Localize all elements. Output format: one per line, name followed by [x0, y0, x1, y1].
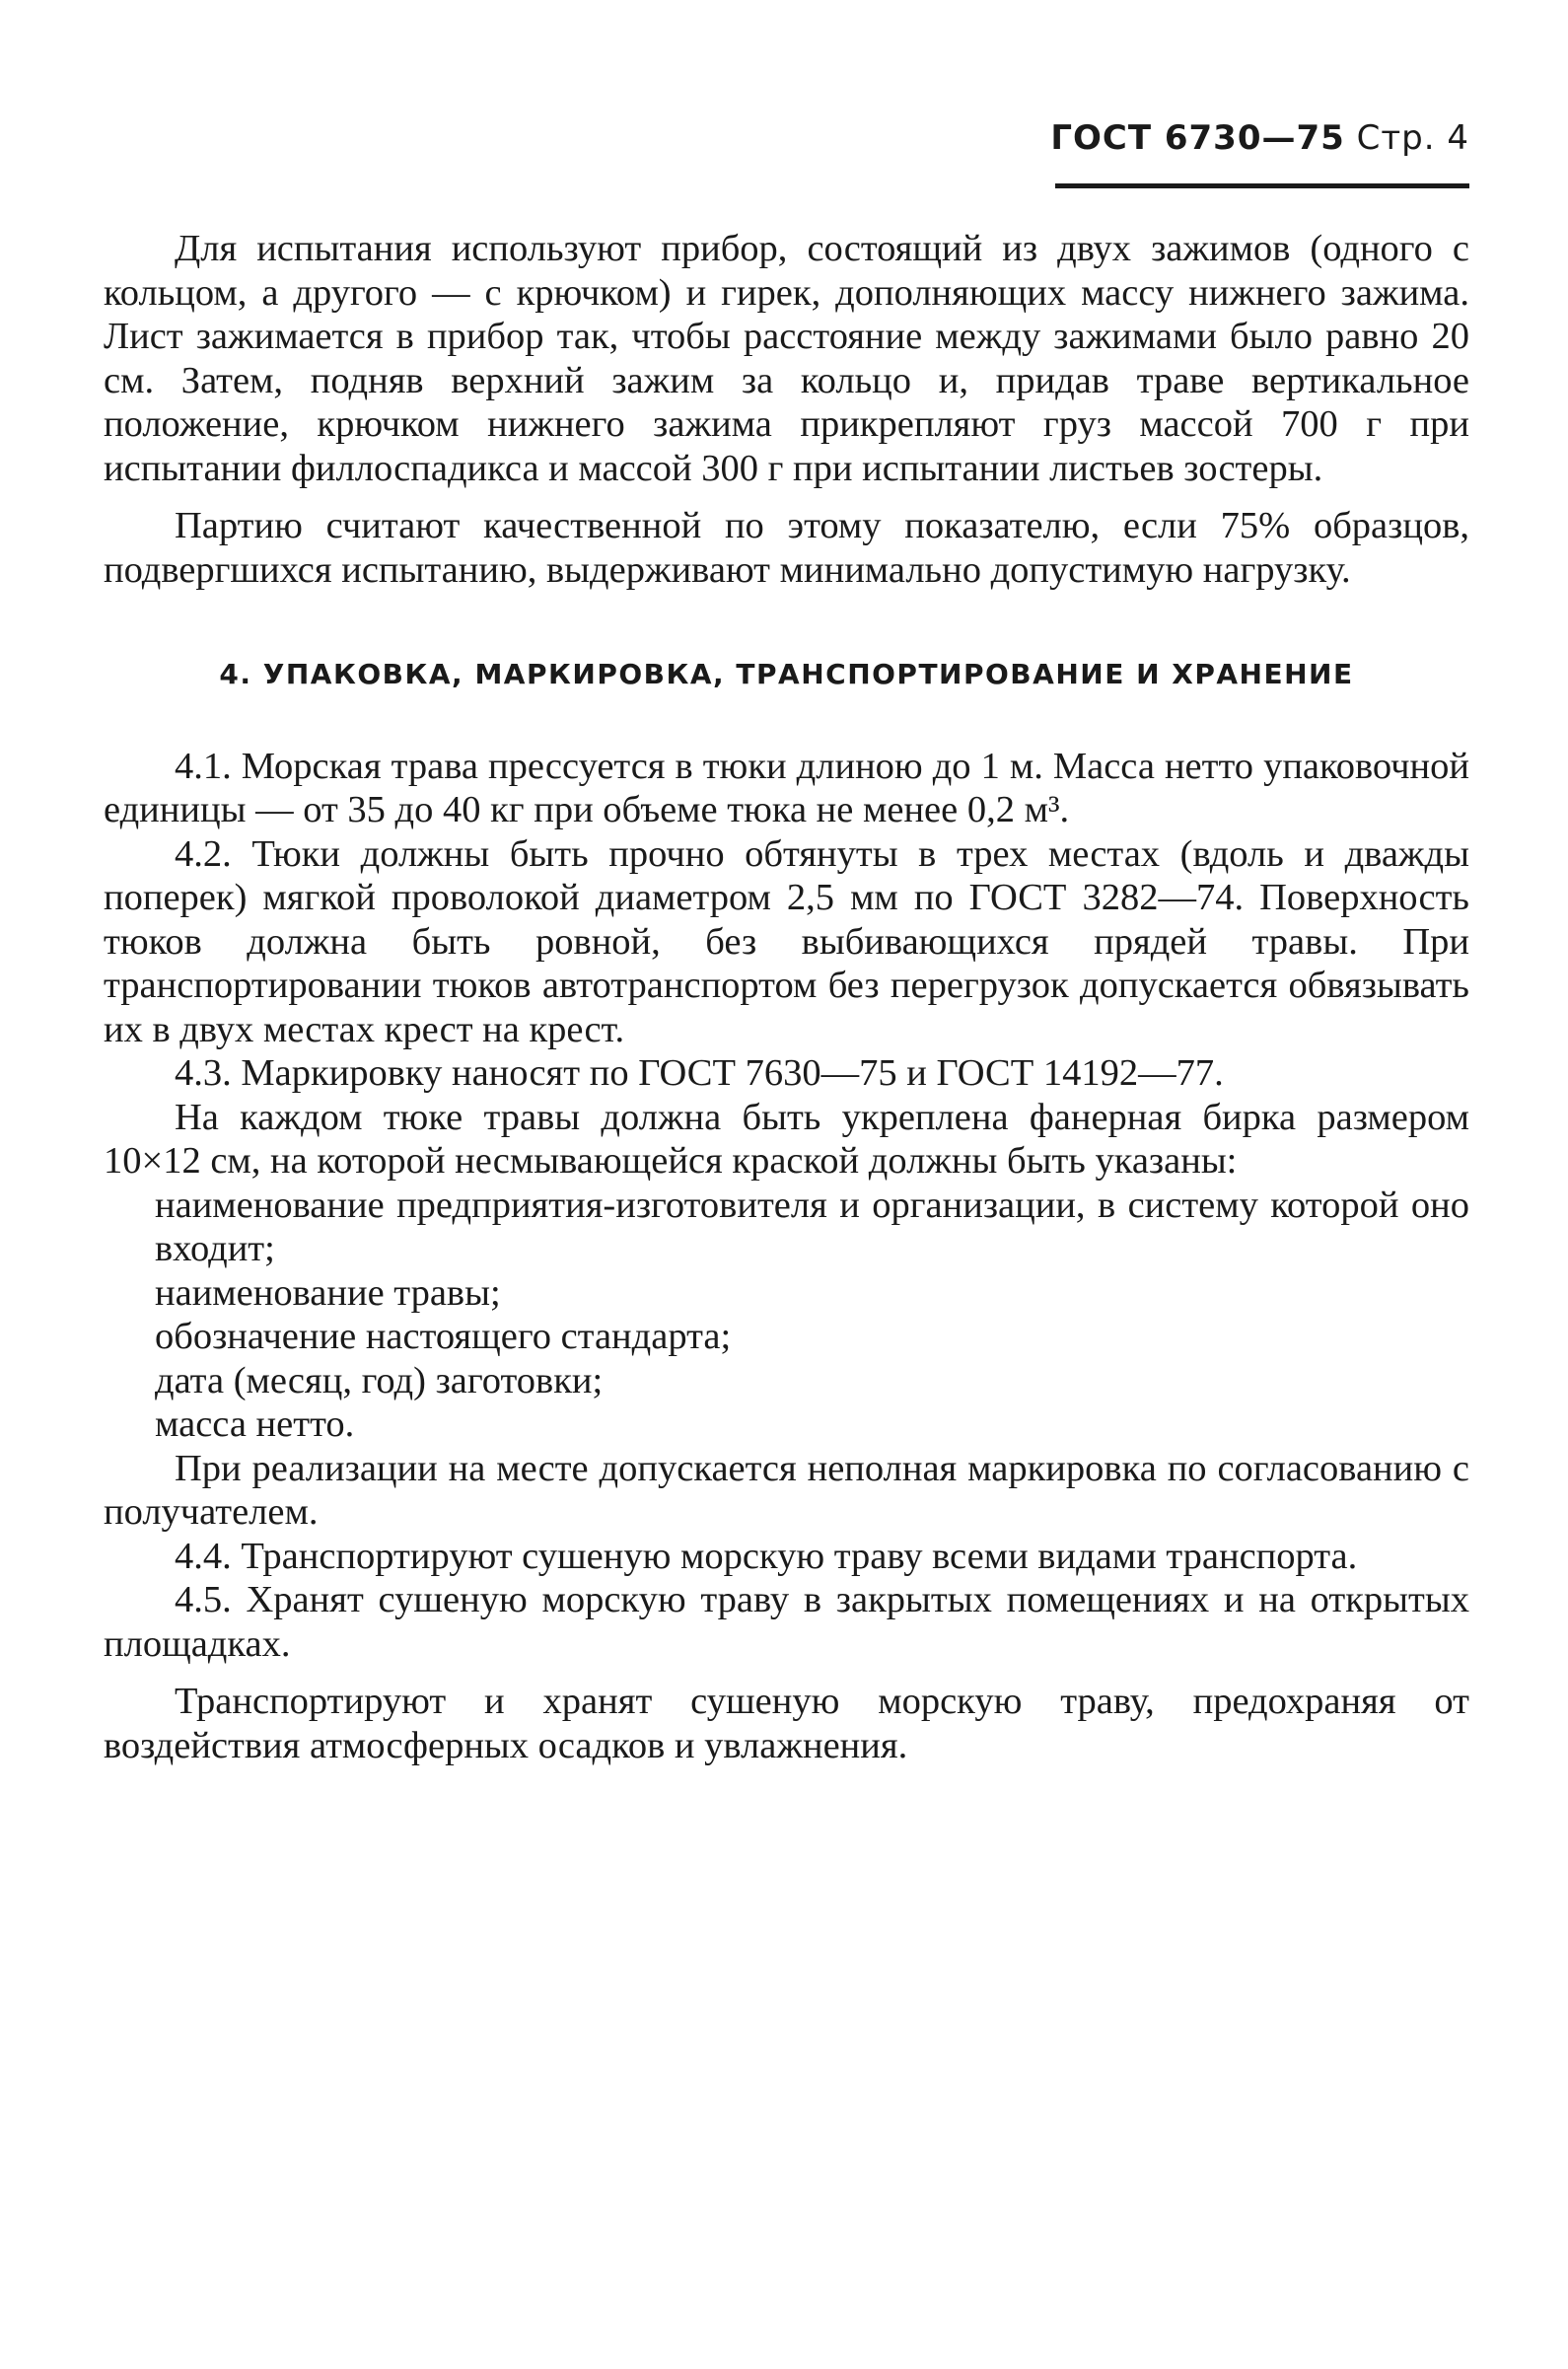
- clause-4-1: 4.1. Морская трава прессуется в тюки длиною до 1 м. Масса нетто упаковочной единицы — от 35 до 40 кг при объеме тюка не менее 0,2 м³.: [104, 745, 1469, 830]
- clause-4-5: 4.5. Хранят сушеную морскую траву в закрытых помещениях и на открытых площадках.: [104, 1579, 1469, 1665]
- clause-4-2: 4.2. Тюки должны быть прочно обтянуты в трех местах (вдоль и дважды поперек) мягкой проволокой диаметром 2,5 мм по ГОСТ 3282—74. Поверхность тюков должна быть ровной, без выбивающихся прядей травы. При транспортировании тюков автотранспортом без перегрузок допускается обвязывать их в двух местах крест на крест.: [104, 832, 1469, 1050]
- list-item: наименование травы;: [155, 1271, 501, 1314]
- page-content: [104, 227, 1469, 1767]
- page-header: [1050, 118, 1469, 158]
- clause-4-3-local-sale: При реализации на месте допускается неполная маркировка по согласованию с получателем.: [104, 1447, 1469, 1533]
- paragraph-acceptance: Партию считают качественной по этому показателю, если 75% образцов, подвергшихся испытанию, выдерживают минимально допустимую нагрузку.: [104, 505, 1469, 591]
- paragraph-test-method: Для испытания используют прибор, состоящий из двух зажимов (одного с кольцом, а другого — с крючком) и гирек, дополняющих массу нижнего зажима. Лист зажимается в прибор так, чтобы расстояние между зажимами было равно 20 см. Затем, подняв верхний зажим за кольцо и, придав траве вертикальное положение, крючком нижнего зажима прикрепляют груз массой 700 г при испытании филлоспадикса и массой 300 г при испытании листьев зостеры.: [104, 228, 1469, 489]
- standard-number: ГОСТ 6730—75: [1050, 118, 1345, 158]
- clause-4-3: 4.3. Маркировку наносят по ГОСТ 7630—75 и ГОСТ 14192—77.: [175, 1052, 1224, 1094]
- list-item: дата (месяц, год) заготовки;: [155, 1359, 604, 1401]
- list-item: масса нетто.: [155, 1403, 355, 1445]
- clause-4-4: 4.4. Транспортируют сушеную морскую траву всеми видами транспорта.: [175, 1535, 1358, 1577]
- page-number: Стр. 4: [1356, 118, 1469, 158]
- paragraph-final: Транспортируют и хранят сушеную морскую траву, предохраняя от воздействия атмосферных осадков и увлажнения.: [104, 1681, 1469, 1766]
- list-item: обозначение настоящего стандарта;: [155, 1316, 732, 1357]
- list-item: наименование предприятия-изготовителя и организации, в систему которой оно входит;: [155, 1184, 1469, 1269]
- clause-4-3-tag: На каждом тюке травы должна быть укреплена фанерная бирка размером 10×12 см, на которой несмывающейся краской должны быть указаны:: [104, 1096, 1469, 1182]
- section-heading: 4. УПАКОВКА, МАРКИРОВКА, ТРАНСПОРТИРОВАНИЕ И ХРАНЕНИЕ: [219, 658, 1354, 690]
- header-rule: [1055, 183, 1469, 188]
